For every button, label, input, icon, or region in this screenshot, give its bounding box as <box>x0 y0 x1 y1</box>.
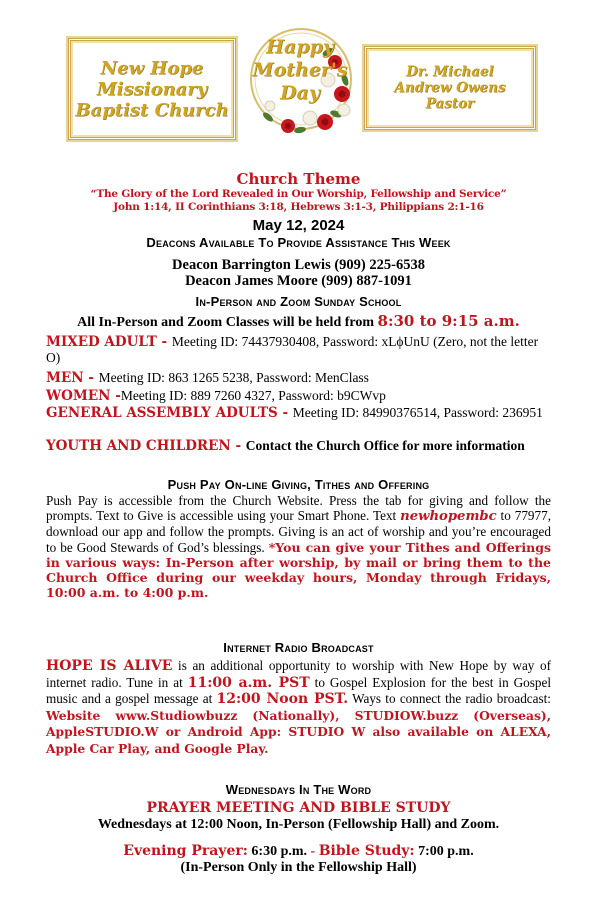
radio-text: is an additional opportunity to worship with New Hope by way of internet radio. Tune in at <box>46 658 551 690</box>
radio-body <box>46 658 551 757</box>
pastor-line: Pastor <box>425 96 475 112</box>
church-name-line: Missionary <box>96 78 208 100</box>
pastor-line: Andrew Owens <box>394 80 506 96</box>
class-details: Meeting ID: 889 7260 4327, Password: b9CWvp <box>120 388 386 403</box>
service-date: May 12, 2024 <box>252 217 345 234</box>
evening-prayer-time: 6:30 p.m. <box>247 844 311 859</box>
class-label: WOMEN - <box>46 388 121 404</box>
class-details: Meeting ID: 84990376514, Password: 236951 <box>292 405 543 420</box>
class-label: GENERAL ASSEMBLY ADULTS - <box>46 405 293 421</box>
bible-study-label: Bible Study: <box>318 843 415 859</box>
radio-time: 11:00 a.m. PST <box>187 674 310 691</box>
class-entry <box>46 334 551 366</box>
class-label: YOUTH AND CHILDREN - <box>46 438 246 454</box>
class-label: MIXED ADULT - <box>46 334 172 350</box>
wednesday-schedule: Wednesdays at 12:00 Noon, In-Person (Fellowship Hall) and Zoom. <box>97 817 500 832</box>
push-pay-text: Push Pay is accessible from the Church Website. Press the tab for giving and follow the prompts. Text to Give is accessible using your Smart Phone. Text <box>46 493 551 524</box>
evening-prayer-label: Evening Prayer: <box>123 843 248 859</box>
class-label: MEN - <box>46 370 99 386</box>
church-name-line: Baptist Church <box>75 99 229 121</box>
class-entry <box>46 370 551 386</box>
deacons-heading: Deacons Available To Provide Assistance This Week <box>146 235 451 250</box>
schedule-separator: - <box>310 844 319 859</box>
class-details: Meeting ID: 863 1265 5238, Password: MenClass <box>98 370 369 385</box>
mothers-day-line: Happy <box>266 36 334 58</box>
radio-text: to Gospel Explosion for the best in Gospel music and a gospel message at <box>46 674 552 706</box>
push-pay-text: to 77977, download our app and follow the prompts. Giving is an act of worship and you’re encouraged to be Good Stewards of God’s blessings. <box>46 508 551 555</box>
theme-quote: “The Glory of the Lord Revealed in Our Worship, Fellowship and Service” <box>90 188 507 200</box>
sunday-school-time: 8:30 to 9:15 a.m. <box>377 312 520 330</box>
mothers-day-title <box>252 36 348 105</box>
radio-connect-options: Website www.Studiowbuzz (Nationally), STUDIOW.buzz (Overseas), AppleSTUDIO.W or Android App: STUDIO W also available on ALEXA, Apple Car Play, and Google Play. <box>46 707 551 756</box>
sunday-school-note <box>46 312 551 331</box>
theme-heading: Church Theme <box>236 170 361 188</box>
theme-scripture-refs: John 1:14, II Corinthians 3:18, Hebrews 3:1-3, Philippians 2:1-16 <box>113 201 484 213</box>
deacon-contact: Deacon Barrington Lewis (909) 225-6538 <box>172 257 425 273</box>
push-pay-heading: Push Pay On-line Giving, Tithes and Offering <box>167 477 430 492</box>
evening-schedule <box>46 843 551 860</box>
mothers-day-line: Day <box>280 82 320 104</box>
prayer-bible-study-heading: PRAYER MEETING AND BIBLE STUDY <box>146 800 451 816</box>
pastor-plaque <box>364 46 536 130</box>
class-details: Contact the Church Office for more information <box>245 438 525 453</box>
wednesdays-heading: Wednesdays In The Word <box>225 782 372 797</box>
evening-location-note: (In-Person Only in the Fellowship Hall) <box>180 860 417 875</box>
sunday-school-heading: In-Person and Zoom Sunday School <box>195 294 402 309</box>
push-pay-body <box>46 493 551 600</box>
class-details: Meeting ID: 74437930408, Password: xLϕUnU (Zero, not the letter O) <box>46 334 539 365</box>
deacon-contact: Deacon James Moore (909) 887-1091 <box>185 273 412 289</box>
radio-text: Ways to connect the radio broadcast: <box>348 691 551 706</box>
class-entry <box>46 388 551 404</box>
radio-time: 12:00 Noon PST. <box>216 691 349 707</box>
text-to-give-keyword: newhopembc <box>400 509 497 525</box>
class-entry <box>46 438 551 454</box>
sunday-school-note-text: All In-Person and Zoom Classes will be held from <box>77 315 378 330</box>
church-name-line: New Hope <box>100 57 204 79</box>
bible-study-time: 7:00 p.m. <box>414 844 474 859</box>
church-name-plaque <box>68 38 236 140</box>
header-banner <box>62 22 536 137</box>
giving-options-note: *You can give your Tithes and Offerings in various ways: In-Person after worship, by mail or bring them to the Church Office during our weekday hours, Monday through Fridays, 10:00 a.m. to 4:00 p.m. <box>46 539 551 601</box>
mothers-day-line: Mother's <box>252 59 348 81</box>
class-entry <box>46 405 551 421</box>
radio-program-name: HOPE IS ALIVE <box>46 658 173 674</box>
pastor-line: Dr. Michael <box>406 64 494 80</box>
radio-heading: Internet Radio Broadcast <box>223 640 374 655</box>
